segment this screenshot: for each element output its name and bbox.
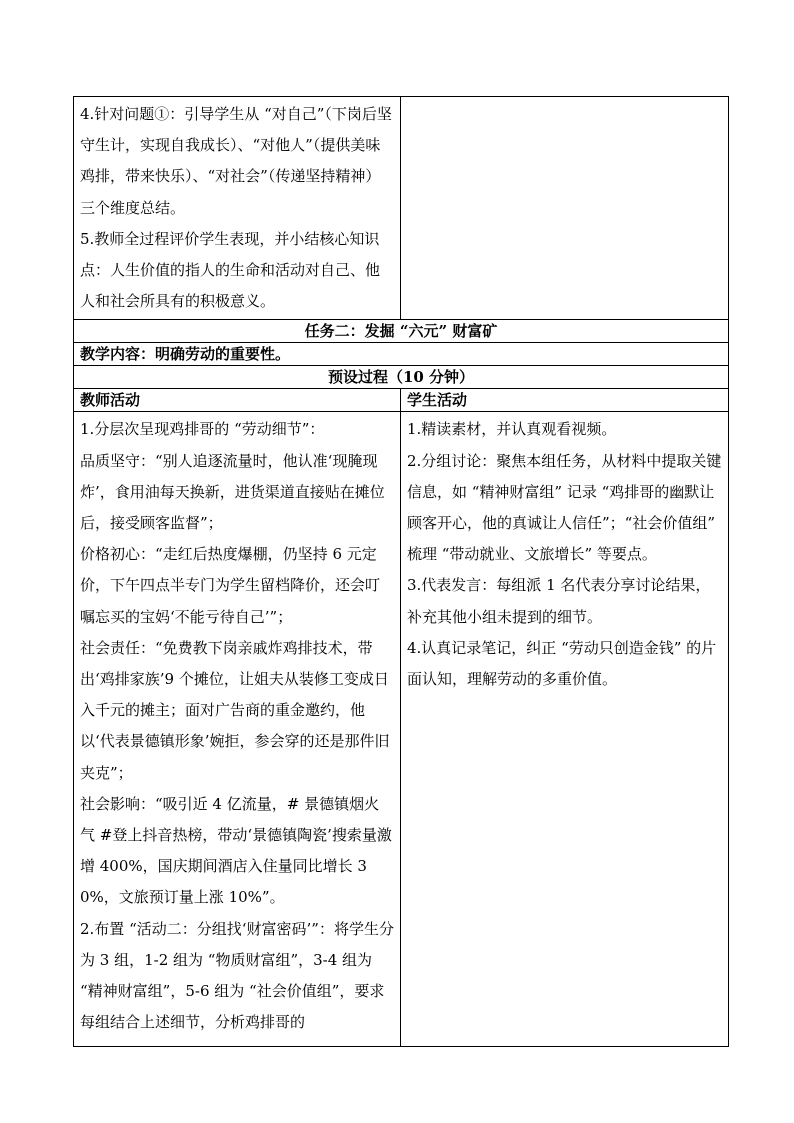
process-title: 预设过程（10 分钟） <box>74 366 729 389</box>
teacher-paragraph: 2.布置 “活动二：分组找‘财富密码’”：将学生分为 3 组，1-2 组为 “物质财富组”，3-4 组为 “精神财富组”，5-6 组为 “社会价值组”，要求每组结合上述细节，分析鸡排哥的 <box>80 919 394 1032</box>
teacher-paragraph: 1.分层次呈现鸡排哥的 “劳动细节”： <box>80 420 325 439</box>
teacher-summary-cell <box>74 97 401 320</box>
student-activity-header: 学生活动 <box>401 389 729 412</box>
teacher-paragraph: 价格初心：“走红后热度爆棚，仍坚持 6 元定价，下午四点半专门为学生留档降价，还会叮嘱忘买的宝妈‘不能亏待自己’”； <box>80 545 381 626</box>
table-row <box>74 389 729 412</box>
table-row <box>74 97 729 320</box>
teacher-paragraph: 社会责任：“免费教下岗亲戚炸鸡排技术，带出‘鸡排家族’9 个摊位，让姐夫从装修工变成日入千元的摊主；面对广告商的重金邀约，他以‘代表景德镇形象’婉拒，参会穿的还是那件旧夹克”； <box>80 638 390 782</box>
student-paragraph: 1.精读素材，并认真观看视频。 <box>407 420 617 439</box>
table-row <box>74 412 729 1047</box>
task-title: 任务二：发掘 “六元” 财富矿 <box>74 320 729 343</box>
student-activity-cell <box>401 412 729 1047</box>
teacher-activity-cell <box>74 412 401 1047</box>
teaching-content: 教学内容：明确劳动的重要性。 <box>74 343 729 366</box>
student-paragraph: 3.代表发言：每组派 1 名代表分享讨论结果，补充其他小组未提到的细节。 <box>407 576 711 626</box>
table-row <box>74 343 729 366</box>
teacher-activity-header: 教师活动 <box>74 389 401 412</box>
summary-paragraph: 4.针对问题①：引导学生从 “对自己”（下岗后坚守生计，实现自我成长）、“对他人”（提供美味鸡排，带来快乐）、“对社会”（传递坚持精神）三个维度总结。 <box>80 105 392 217</box>
student-paragraph: 2.分组讨论：聚焦本组任务，从材料中提取关键信息，如 “精神财富组” 记录 “鸡排哥的幽默让顾客开心，他的真诚让人信任”；“社会价值组” 梳理 “带动就业、文旅增长” 等要点。 <box>407 451 722 564</box>
teacher-paragraph: 社会影响：“吸引近 4 亿流量，# 景德镇烟火气 #登上抖音热榜，带动‘景德镇陶瓷’搜索量激增 400%，国庆期间酒店入住量同比增长 30%，文旅预订量上涨 10%”。 <box>80 794 392 907</box>
lesson-plan-table <box>73 96 729 1047</box>
table-row <box>74 366 729 389</box>
student-paragraph: 4.认真记录笔记，纠正 “劳动只创造金钱” 的片面认知，理解劳动的多重价值。 <box>407 638 717 689</box>
summary-paragraph: 5.教师全过程评价学生表现，并小结核心知识点：人生价值的指人的生命和活动对自己、他人和社会所具有的积极意义。 <box>80 229 381 311</box>
empty-cell <box>401 97 729 320</box>
table-row <box>74 320 729 343</box>
teacher-paragraph: 品质坚守：“别人追逐流量时，他认准‘现腌现炸’，食用油每天换新，进货渠道直接贴在摊位后，接受顾客监督”； <box>80 451 385 533</box>
